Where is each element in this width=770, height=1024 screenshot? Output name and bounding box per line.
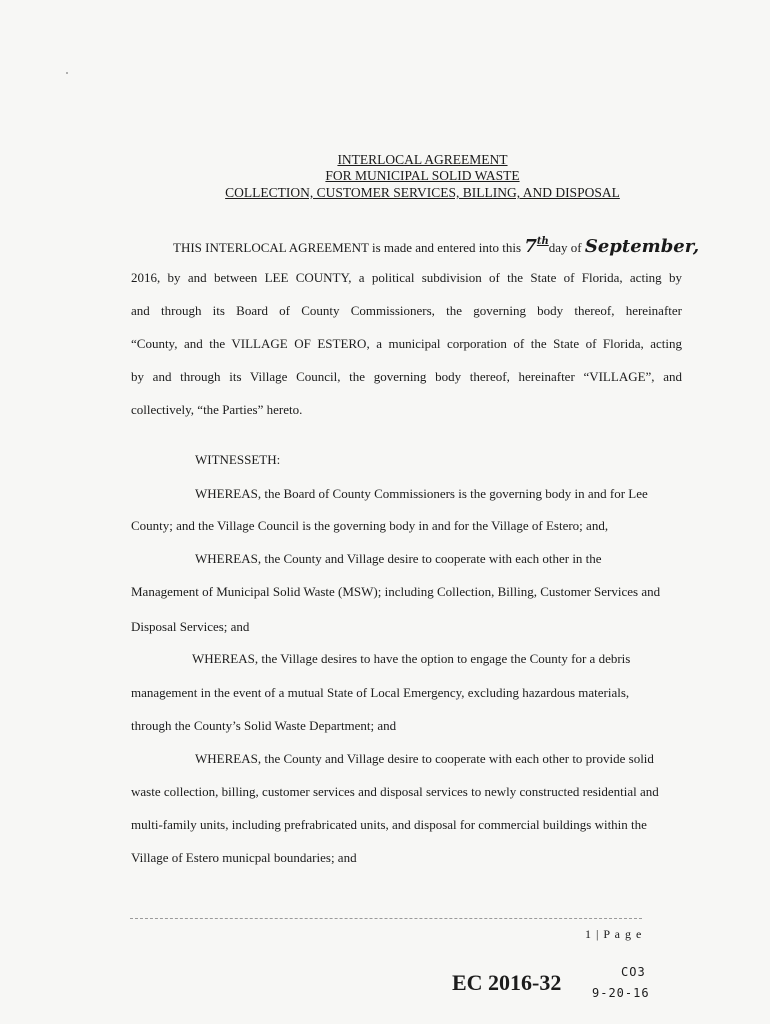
intro-line-1 bbox=[173, 234, 699, 256]
intro-day-of: day of bbox=[548, 240, 582, 255]
whereas-4-line-1: WHEREAS, the County and Village desire to cooperate with each other to provide solid bbox=[195, 751, 654, 766]
document-code: EC 2016-32 bbox=[452, 970, 562, 995]
witnesseth-heading: WITNESSETH: bbox=[195, 452, 281, 467]
handwritten-day-suffix: th bbox=[536, 236, 549, 247]
intro-line-3: and through its Board of County Commissioners, the governing body thereof, hereinafter bbox=[131, 303, 682, 318]
whereas-2-line-3: Disposal Services; and bbox=[131, 619, 250, 634]
whereas-1-line-2: County; and the Village Council is the governing body in and for the Village of Estero; and, bbox=[131, 518, 609, 533]
title-line-3: COLLECTION, CUSTOMER SERVICES, BILLING, AND DISPOSAL bbox=[225, 185, 620, 200]
whereas-1-line-1: WHEREAS, the Board of County Commissioners is the governing body in and for Lee bbox=[195, 486, 648, 501]
handwritten-day bbox=[524, 236, 548, 257]
intro-line-4: “County, and the VILLAGE OF ESTERO, a municipal corporation of the State of Florida, acting bbox=[131, 336, 682, 351]
intro-line-5: by and through its Village Council, the governing body thereof, hereinafter “VILLAGE”, and bbox=[131, 369, 682, 384]
footer-divider bbox=[130, 918, 642, 919]
intro-lead: THIS INTERLOCAL AGREEMENT is made and entered into this bbox=[173, 240, 522, 255]
intro-line-6: collectively, “the Parties” hereto. bbox=[131, 402, 303, 417]
stamp-code: CO3 bbox=[621, 965, 646, 979]
whereas-4-line-2: waste collection, billing, customer services and disposal services to newly constructed residential and bbox=[131, 784, 659, 799]
stamp-date: 9-20-16 bbox=[592, 986, 650, 1000]
whereas-4-line-3: multi-family units, including prefrabricated units, and disposal for commercial buildings within the bbox=[131, 817, 647, 832]
title-line-2: FOR MUNICIPAL SOLID WASTE bbox=[325, 168, 520, 183]
whereas-3-line-3: through the County’s Solid Waste Department; and bbox=[131, 718, 397, 733]
handwritten-day-number: 7 bbox=[524, 236, 537, 257]
page-number: 1 | P a g e bbox=[585, 927, 643, 941]
title-line-1: INTERLOCAL AGREEMENT bbox=[337, 152, 508, 167]
whereas-2-line-1: WHEREAS, the County and Village desire to cooperate with each other in the bbox=[195, 551, 602, 566]
whereas-3-line-1: WHEREAS, the Village desires to have the option to engage the County for a debris bbox=[192, 651, 631, 666]
whereas-3-line-2: management in the event of a mutual State of Local Emergency, excluding hazardous materials, bbox=[131, 685, 630, 700]
intro-line-2: 2016, by and between LEE COUNTY, a political subdivision of the State of Florida, acting by bbox=[131, 270, 682, 285]
handwritten-month: September, bbox=[584, 236, 700, 257]
scan-speck bbox=[66, 72, 68, 74]
whereas-4-line-4: Village of Estero municpal boundaries; and bbox=[131, 850, 357, 865]
whereas-2-line-2: Management of Municipal Solid Waste (MSW); including Collection, Billing, Customer Services and bbox=[131, 584, 661, 599]
